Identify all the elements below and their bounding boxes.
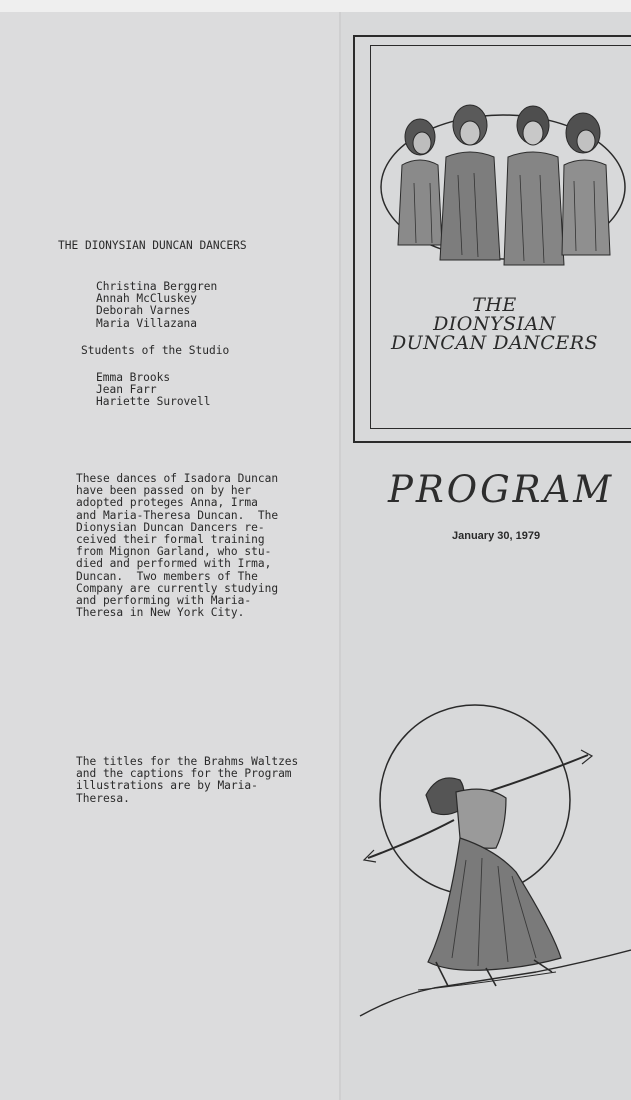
dancer-name: Deborah Varnes <box>96 304 191 318</box>
history-line: died and performed with Irma, <box>76 557 272 571</box>
history-line: have been passed on by her <box>76 484 252 498</box>
history-line: Duncan. Two members of The <box>76 569 258 583</box>
four-dancers-illustration <box>378 95 628 280</box>
credits-line: illustrations are by Maria- <box>76 779 258 793</box>
dancer-name: Annah McCluskey <box>96 292 198 306</box>
student-name: Jean Farr <box>96 383 157 397</box>
history-line: and Maria-Theresa Duncan. The <box>76 508 279 522</box>
credits-line: Theresa. <box>76 791 130 805</box>
history-line: Theresa in New York City. <box>76 606 245 620</box>
credits-line: The titles for the Brahms Waltzes <box>76 755 299 768</box>
solo-dancer-illustration <box>356 700 631 1030</box>
cover-title <box>372 296 617 353</box>
history-line: Dionysian Duncan Dancers re- <box>76 520 265 534</box>
history-paragraph <box>76 473 278 619</box>
history-line: adopted proteges Anna, Irma <box>76 496 258 510</box>
page-fold <box>339 12 341 1100</box>
cover-title-line: THE <box>472 294 517 316</box>
student-name: Hariette Surovell <box>96 395 211 409</box>
history-line: from Mignon Garland, who stu- <box>76 545 272 559</box>
history-line: ceived their formal training <box>76 533 265 547</box>
dancer-name: Maria Villazana <box>96 316 198 330</box>
history-line: These dances of Isadora Duncan <box>76 472 279 485</box>
program-heading: PROGRAM <box>388 468 615 511</box>
history-line: and performing with Maria- <box>76 594 252 608</box>
program-date: January 30, 1979 <box>452 530 541 542</box>
company-title: THE DIONYSIAN DUNCAN DANCERS <box>58 239 247 252</box>
credits-paragraph <box>76 756 298 805</box>
credits-line: and the captions for the Program <box>76 767 292 781</box>
cover-title-line: DUNCAN DANCERS <box>390 332 599 354</box>
student-list <box>96 372 211 409</box>
history-line: Company are currently studying <box>76 581 279 595</box>
student-name: Emma Brooks <box>96 371 171 384</box>
dancer-list <box>96 281 217 330</box>
students-title: Students of the Studio <box>81 344 230 357</box>
scan-top-margin <box>0 0 631 12</box>
dancer-name: Christina Berggren <box>96 280 218 293</box>
cover-title-line: DIONYSIAN <box>433 313 556 335</box>
